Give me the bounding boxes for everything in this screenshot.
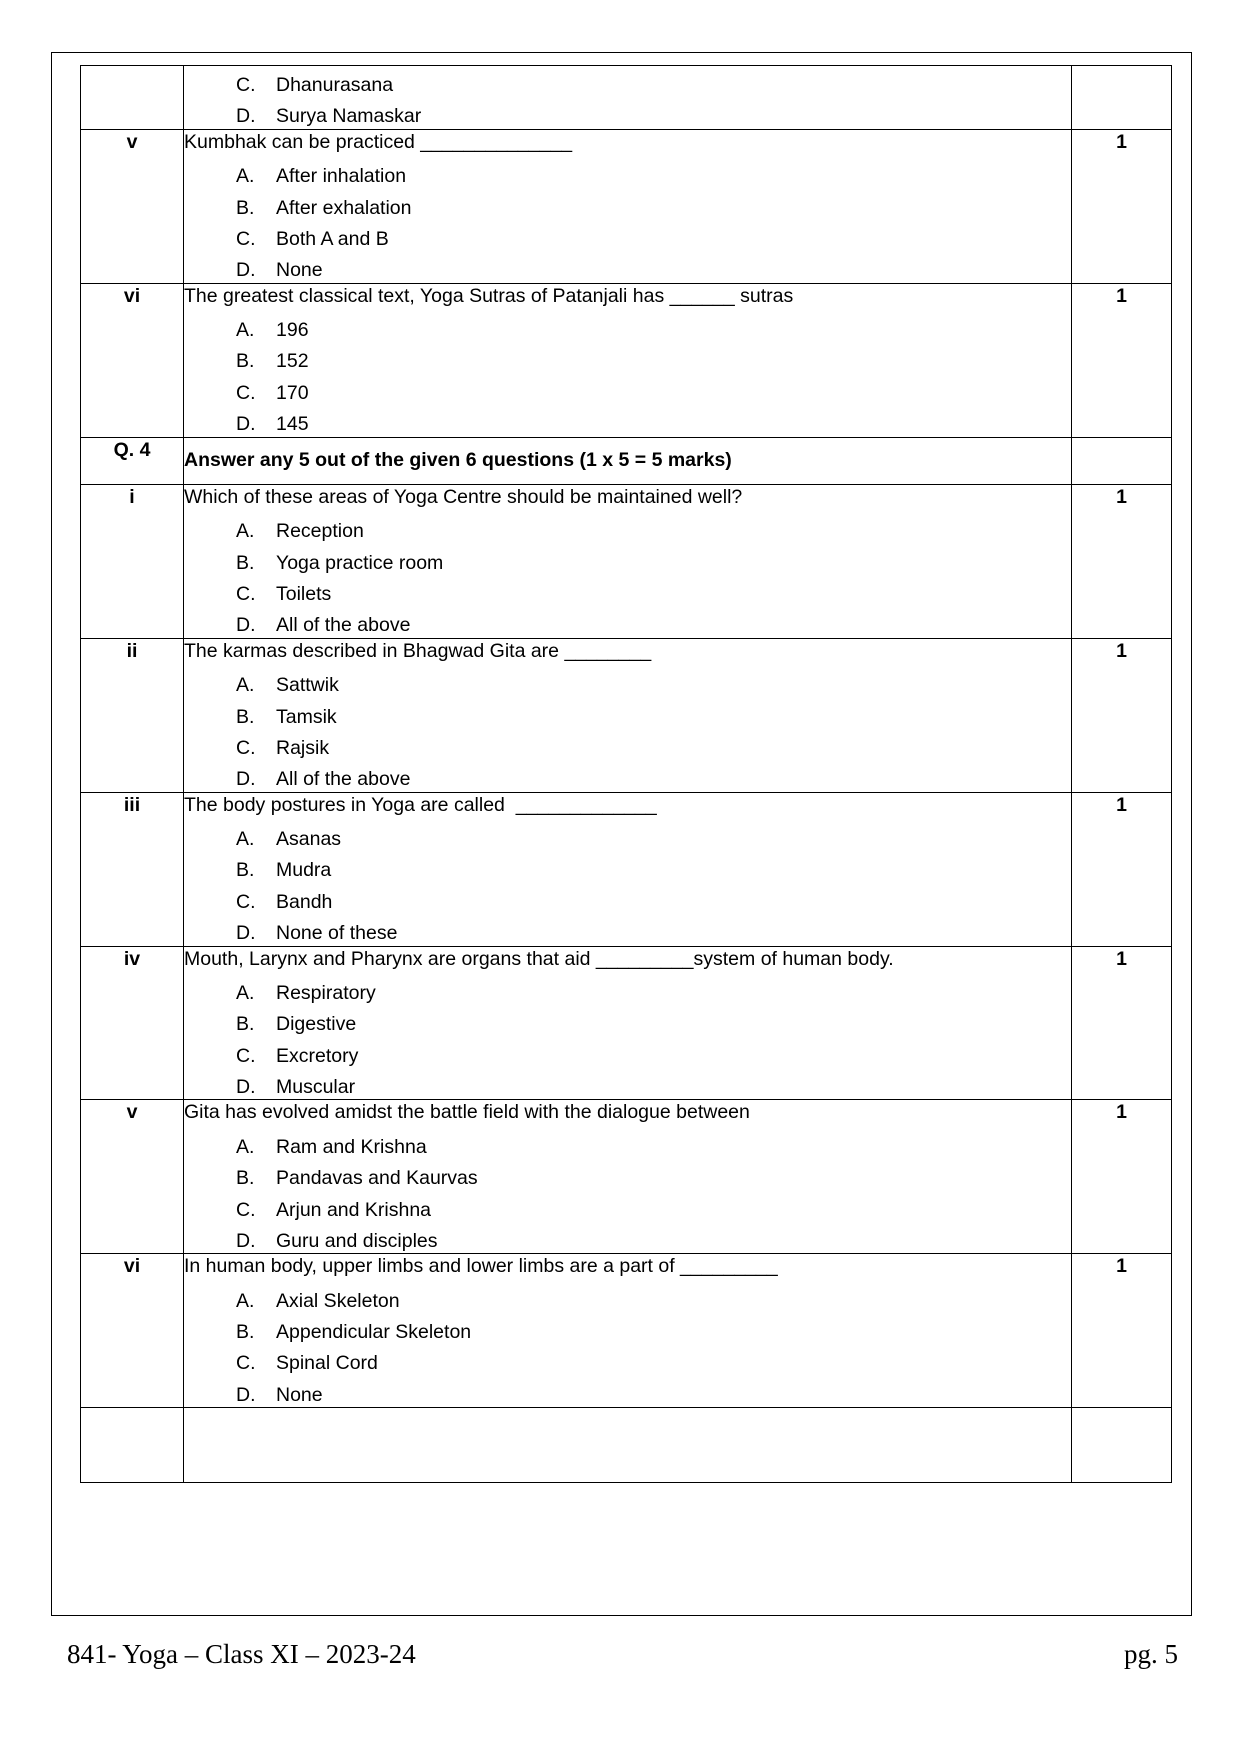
marks-cell: 1	[1072, 792, 1172, 946]
option-item[interactable]	[184, 1037, 1071, 1068]
question-body-cell	[184, 792, 1072, 946]
option-letter: B.	[236, 1013, 255, 1036]
question-body-cell	[184, 1408, 1072, 1483]
option-item[interactable]	[184, 1005, 1071, 1036]
option-item[interactable]	[184, 851, 1071, 882]
option-text: Pandavas and Kaurvas	[276, 1167, 478, 1190]
question-number-cell: vi	[81, 1254, 184, 1408]
option-letter: C.	[236, 1198, 256, 1221]
option-item[interactable]	[184, 97, 1071, 128]
option-text: Axial Skeleton	[276, 1289, 400, 1312]
question-text: Mouth, Larynx and Pharynx are organs that aid _________system of human body.	[184, 947, 894, 970]
option-letter: D.	[236, 1076, 256, 1098]
option-item[interactable]	[184, 1313, 1071, 1344]
option-item[interactable]	[184, 374, 1071, 405]
question-body-cell	[184, 946, 1072, 1100]
marks-cell: 1	[1072, 638, 1172, 792]
table-row	[81, 1254, 1172, 1408]
question-number-cell: i	[81, 484, 184, 638]
page-content	[80, 65, 1171, 1605]
option-text: Excretory	[276, 1044, 359, 1067]
option-text: Arjun and Krishna	[276, 1198, 432, 1221]
marks-cell	[1072, 437, 1172, 484]
option-item[interactable]	[184, 157, 1071, 188]
question-body-cell	[184, 129, 1072, 283]
option-item[interactable]	[184, 220, 1071, 251]
option-item[interactable]	[184, 1068, 1071, 1099]
page-frame	[51, 52, 1192, 1616]
option-letter: A.	[236, 520, 255, 543]
option-item[interactable]	[184, 1376, 1071, 1407]
option-item[interactable]	[184, 544, 1071, 575]
option-list	[184, 1128, 1071, 1254]
option-text: All of the above	[276, 614, 411, 637]
question-number-cell: vi	[81, 283, 184, 437]
option-text: None	[276, 259, 323, 282]
question-number-cell: v	[81, 129, 184, 283]
option-letter: D.	[236, 1383, 256, 1406]
option-item[interactable]	[184, 914, 1071, 945]
option-letter: C.	[236, 381, 256, 404]
marks-cell: 1	[1072, 283, 1172, 437]
option-letter: D.	[236, 614, 256, 637]
option-letter: D.	[236, 413, 256, 436]
option-text: After inhalation	[276, 165, 407, 188]
table-row	[81, 792, 1172, 946]
option-letter: B.	[236, 551, 255, 574]
table-row	[81, 1408, 1172, 1483]
option-text: Ram and Krishna	[276, 1135, 427, 1158]
option-text: Respiratory	[276, 981, 376, 1004]
option-item[interactable]	[184, 512, 1071, 543]
marks-cell	[1072, 66, 1172, 130]
option-text: Mudra	[276, 859, 332, 882]
section-heading: Answer any 5 out of the given 6 questions (1 x 5 = 5 marks)	[184, 448, 732, 471]
option-letter: D.	[236, 259, 256, 282]
option-text: Guru and disciples	[276, 1229, 438, 1252]
option-item[interactable]	[184, 666, 1071, 697]
marks-cell: 1	[1072, 1100, 1172, 1254]
option-letter: B.	[236, 196, 255, 219]
option-letter: D.	[236, 768, 256, 791]
option-letter: C.	[236, 583, 256, 605]
question-text: Gita has evolved amidst the battle field with the dialogue between	[184, 1101, 750, 1124]
option-text: Muscular	[276, 1076, 356, 1098]
option-item[interactable]	[184, 66, 1071, 97]
marks-cell: 1	[1072, 129, 1172, 283]
option-text: Spinal Cord	[276, 1352, 378, 1375]
option-list	[184, 1282, 1071, 1408]
marks-cell	[1072, 1408, 1172, 1483]
option-letter: C.	[236, 227, 256, 250]
question-body-cell	[184, 1254, 1072, 1408]
option-item[interactable]	[184, 760, 1071, 791]
option-list	[184, 666, 1071, 792]
question-number-cell: ii	[81, 638, 184, 792]
option-item[interactable]	[184, 883, 1071, 914]
option-letter: C.	[236, 1352, 256, 1375]
option-item[interactable]	[184, 1222, 1071, 1253]
option-letter: C.	[236, 890, 256, 913]
option-text: Both A and B	[276, 227, 389, 250]
table-row	[81, 129, 1172, 283]
option-item[interactable]	[184, 974, 1071, 1005]
footer-subject-label: 841- Yoga – Class XI – 2023-24	[67, 1638, 416, 1669]
question-number-cell	[81, 1408, 184, 1483]
option-text: 152	[276, 350, 309, 373]
question-text: The greatest classical text, Yoga Sutras of Patanjali has ______ sutras	[184, 284, 794, 307]
question-number-cell	[81, 66, 184, 130]
option-letter: A.	[236, 319, 255, 341]
option-letter: A.	[236, 674, 255, 697]
table-row	[81, 1100, 1172, 1254]
question-text: The karmas described in Bhagwad Gita are ________	[184, 639, 652, 662]
questions-table-body	[81, 66, 1172, 1483]
option-text: Yoga practice room	[276, 551, 444, 574]
question-number-cell: iii	[81, 792, 184, 946]
option-letter: C.	[236, 74, 256, 96]
option-text: 196	[276, 319, 309, 341]
option-text: Dhanurasana	[276, 74, 394, 96]
option-text: Bandh	[276, 890, 333, 913]
option-letter: A.	[236, 1289, 255, 1312]
option-text: Reception	[276, 520, 364, 543]
option-item[interactable]	[184, 189, 1071, 220]
option-text: Digestive	[276, 1013, 357, 1036]
option-letter: A.	[236, 828, 255, 850]
question-text: The body postures in Yoga are called _____________	[184, 793, 657, 816]
table-row	[81, 66, 1172, 130]
option-text: 170	[276, 381, 309, 404]
marks-cell: 1	[1072, 484, 1172, 638]
option-text: Toilets	[276, 583, 332, 605]
option-text: Surya Namaskar	[276, 105, 422, 128]
question-body-cell	[184, 283, 1072, 437]
option-item[interactable]	[184, 1282, 1071, 1313]
option-letter: A.	[236, 165, 255, 188]
question-body-cell	[184, 638, 1072, 792]
option-letter: D.	[236, 1229, 256, 1252]
question-text: Which of these areas of Yoga Centre should be maintained well?	[184, 485, 743, 508]
question-body-cell	[184, 484, 1072, 638]
option-item[interactable]	[184, 1128, 1071, 1159]
option-text: None of these	[276, 922, 398, 945]
option-list	[184, 311, 1071, 437]
question-number-cell: iv	[81, 946, 184, 1100]
option-letter: B.	[236, 1321, 255, 1343]
marks-cell: 1	[1072, 1254, 1172, 1408]
option-letter: B.	[236, 705, 255, 728]
option-text: Sattwik	[276, 674, 339, 697]
option-item[interactable]	[184, 729, 1071, 760]
question-body-cell	[184, 437, 1072, 484]
question-number-cell: Q. 4	[81, 437, 184, 484]
option-text: None	[276, 1383, 323, 1406]
option-letter: B.	[236, 350, 255, 373]
table-row	[81, 946, 1172, 1100]
option-item[interactable]	[184, 342, 1071, 373]
question-body-cell	[184, 1100, 1072, 1254]
option-list	[184, 974, 1071, 1100]
option-item[interactable]	[184, 251, 1071, 282]
option-list	[184, 820, 1071, 946]
option-list	[184, 66, 1071, 129]
option-letter: A.	[236, 1135, 255, 1158]
option-text: Rajsik	[276, 736, 330, 759]
option-list	[184, 157, 1071, 283]
questions-table	[80, 65, 1172, 1483]
question-body-cell	[184, 66, 1072, 130]
question-number-cell: v	[81, 1100, 184, 1254]
option-letter: C.	[236, 736, 256, 759]
option-text: 145	[276, 413, 309, 436]
question-text: Kumbhak can be practiced ______________	[184, 130, 573, 153]
question-text: In human body, upper limbs and lower limbs are a part of _________	[184, 1255, 778, 1278]
option-text: After exhalation	[276, 196, 412, 219]
option-text: Tamsik	[276, 705, 337, 728]
option-item[interactable]	[184, 1344, 1071, 1375]
table-row	[81, 283, 1172, 437]
footer-page-number: pg. 5	[1124, 1638, 1178, 1669]
table-row	[81, 638, 1172, 792]
option-item[interactable]	[184, 1191, 1071, 1222]
option-letter: B.	[236, 859, 255, 882]
option-letter: A.	[236, 981, 255, 1004]
option-letter: D.	[236, 922, 256, 945]
option-letter: D.	[236, 105, 256, 128]
option-item[interactable]	[184, 820, 1071, 851]
option-letter: C.	[236, 1044, 256, 1067]
option-item[interactable]	[184, 1159, 1071, 1190]
option-text: Asanas	[276, 828, 342, 850]
page-footer	[51, 1624, 1192, 1684]
option-letter: B.	[236, 1167, 255, 1190]
option-item[interactable]	[184, 575, 1071, 606]
option-text: All of the above	[276, 768, 411, 791]
option-text: Appendicular Skeleton	[276, 1321, 472, 1343]
option-item[interactable]	[184, 311, 1071, 342]
marks-cell: 1	[1072, 946, 1172, 1100]
option-item[interactable]	[184, 606, 1071, 637]
option-item[interactable]	[184, 698, 1071, 729]
option-list	[184, 512, 1071, 638]
option-item[interactable]	[184, 405, 1071, 436]
table-row	[81, 437, 1172, 484]
table-row	[81, 484, 1172, 638]
